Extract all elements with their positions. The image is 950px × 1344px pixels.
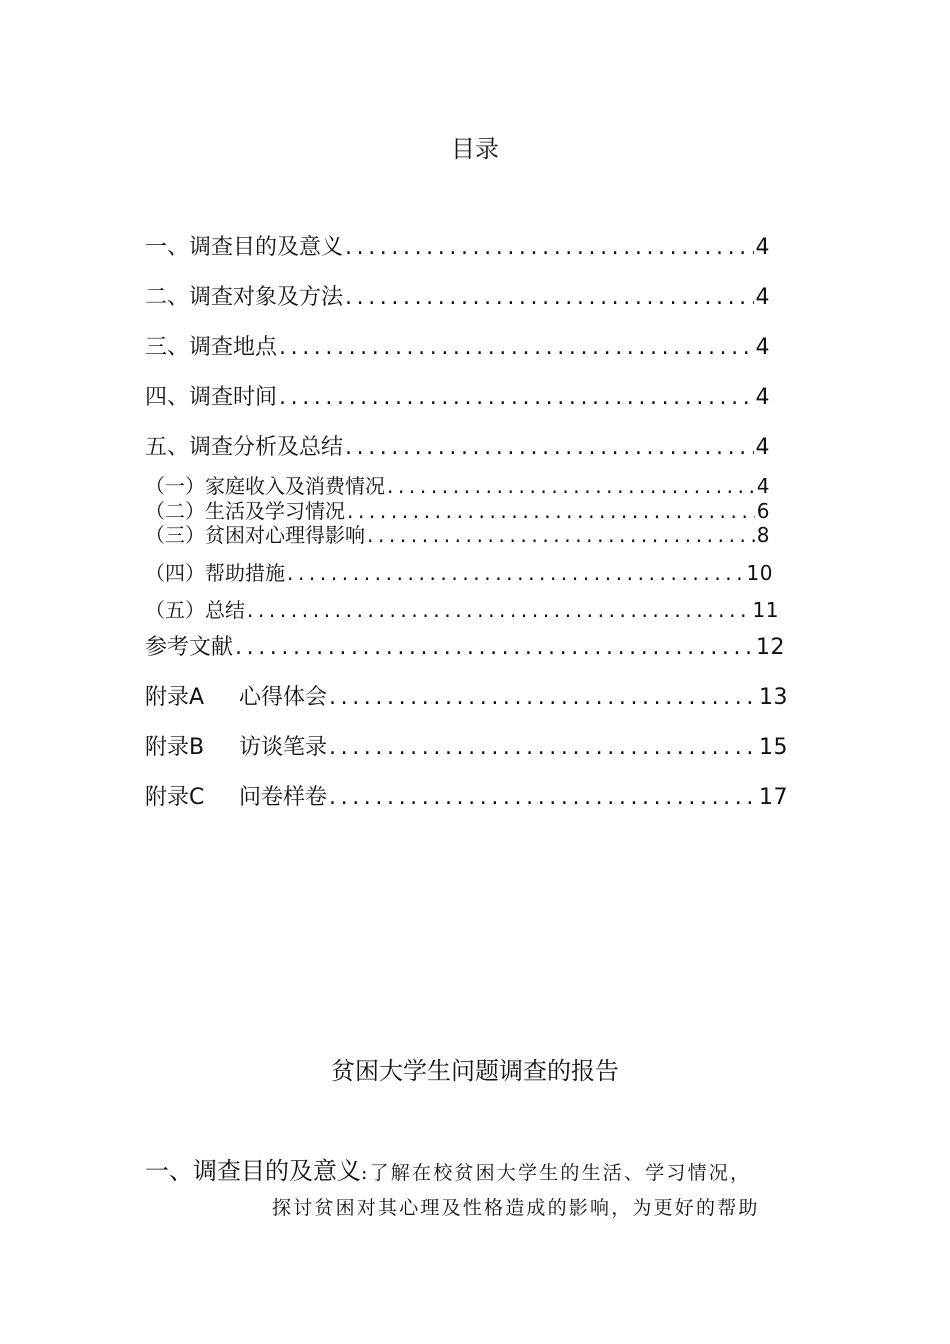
toc-dot-leader (285, 560, 745, 586)
toc-entry[interactable] (145, 383, 770, 413)
toc-entry-page: 4 (755, 235, 770, 260)
toc-entry[interactable] (145, 683, 788, 713)
toc-entry[interactable] (145, 333, 770, 363)
report-title: 贫困大学生问题调查的报告 (331, 1057, 619, 1085)
section-1-text: 了解在校贫困大学生的生活、学习情况， (369, 1162, 752, 1184)
toc-entry-label: 参考文献 (145, 635, 234, 660)
toc-entry-label: （五）总结 (145, 598, 245, 622)
toc-dot-leader (343, 433, 753, 463)
toc-entry[interactable] (145, 433, 770, 463)
toc-entry[interactable] (145, 633, 785, 663)
appendix-tag: 附录C (145, 785, 205, 810)
toc-entry[interactable] (145, 783, 788, 813)
toc-subentry[interactable] (145, 522, 770, 548)
toc-entry-page: 17 (759, 785, 788, 810)
toc-entry-label: 一、调查目的及意义 (145, 235, 344, 260)
toc-entry-page: 6 (756, 499, 770, 523)
toc-entry-page: 4 (755, 385, 770, 410)
toc-dot-leader (345, 498, 755, 524)
toc-subentry[interactable] (145, 473, 770, 499)
toc-entry-label (145, 733, 327, 763)
toc-entry[interactable] (145, 283, 770, 313)
toc-entry[interactable] (145, 233, 770, 263)
toc-entry-label: （一）家庭收入及消费情况 (145, 474, 385, 498)
toc-entry-page: 10 (746, 561, 773, 585)
toc-dot-leader (385, 473, 755, 499)
section-1-text-continued: 探讨贫困对其心理及性格造成的影响，为更好的帮助 (272, 1197, 760, 1219)
toc-entry-page: 15 (759, 735, 788, 760)
toc-entry-label: 五、调查分析及总结 (145, 435, 344, 460)
toc-entry-page: 4 (755, 285, 770, 310)
toc-subentry[interactable] (145, 597, 779, 623)
toc-entry-label: 三、调查地点 (145, 335, 278, 360)
toc-entry-label: （四）帮助措施 (145, 561, 285, 585)
toc-dot-leader (365, 522, 755, 548)
toc-entry-page: 4 (756, 474, 770, 498)
toc-subentry[interactable] (145, 560, 773, 586)
appendix-tag: 附录A (145, 685, 205, 710)
toc-subentry[interactable] (145, 498, 770, 524)
toc-entry-label: （三）贫困对心理得影响 (145, 523, 365, 547)
appendix-tag: 附录B (145, 735, 205, 760)
toc-dot-leader (327, 733, 757, 763)
appendix-title: 访谈笔录 (239, 735, 328, 760)
toc-entry-label (145, 783, 327, 813)
toc-entry-label: （二）生活及学习情况 (145, 499, 345, 523)
section-1-colon: : (361, 1162, 370, 1184)
section-1-heading: 一、调查目的及意义 (145, 1157, 361, 1185)
toc-entry-page: 8 (756, 523, 770, 547)
toc-entry-page: 4 (755, 335, 770, 360)
toc-dot-leader (327, 683, 757, 713)
toc-entry-label (145, 683, 327, 713)
section-1-first-line (145, 1154, 751, 1188)
toc-dot-leader (277, 333, 753, 363)
toc-dot-leader (327, 783, 757, 813)
toc-dot-leader (233, 633, 754, 663)
toc-entry[interactable] (145, 733, 788, 763)
toc-dot-leader (277, 383, 753, 413)
toc-dot-leader (245, 597, 751, 623)
toc-entry-page: 13 (759, 685, 788, 710)
toc-entry-label: 二、调查对象及方法 (145, 285, 344, 310)
toc-entry-page: 11 (752, 598, 779, 622)
toc-dot-leader (343, 233, 753, 263)
toc-title: 目录 (451, 135, 499, 163)
toc-entry-page: 12 (756, 635, 785, 660)
appendix-title: 心得体会 (239, 685, 328, 710)
toc-entry-label: 四、调查时间 (145, 385, 278, 410)
appendix-title: 问卷样卷 (239, 785, 328, 810)
toc-entry-page: 4 (755, 435, 770, 460)
toc-dot-leader (343, 283, 753, 313)
